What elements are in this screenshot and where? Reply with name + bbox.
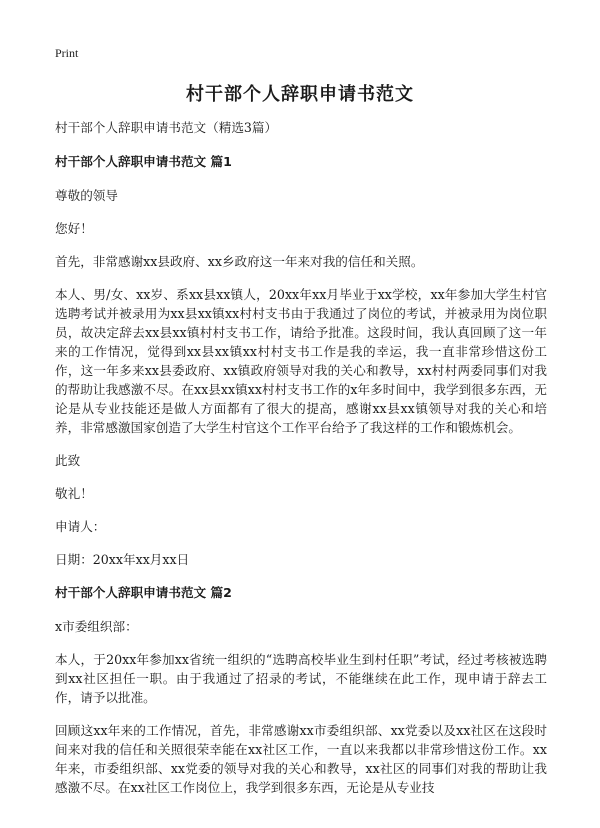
section1-salutation: 尊敬的领导 [55,188,118,203]
section1-heading: 村干部个人辞职申请书范文 篇1 [55,154,232,169]
section1-closing-1: 此致 [55,453,81,468]
section2-paragraph-2: 回顾这xx年来的工作情况，首先，非常感谢xx市委组织部、xx党委以及xx社区在这段时间来对我的信任和关照很荣幸能在xx社区工作，一直以来我都以非常珍惜这份工作。xx年来，市委组织部、xx党委的领导对我的关心和教导，xx社区的同事们对我的帮助让我感激不尽。在xx社区工作岗位上，我学到很多东西，无论是从专业技 [55,723,547,795]
section2-heading: 村干部个人辞职申请书范文 篇2 [55,585,232,600]
section2-paragraph-1: 本人，于20xx年参加xx省统一组织的“选聘高校毕业生到村任职”考试，经过考核被选聘到xx社区担任一职。由于我通过了招录的考试，不能继续在此工作，现申请于辞去工作，请予以批准。 [55,652,547,705]
section1-paragraph-1: 首先，非常感谢xx县政府、xx乡政府这一年来对我的信任和关照。 [55,254,424,269]
print-label: Print [55,46,79,60]
document-subtitle: 村干部个人辞职申请书范文（精选3篇） [55,120,278,135]
document-body [55,118,547,811]
section1-applicant: 申请人： [55,519,106,534]
section1-closing-2: 敬礼！ [55,486,93,501]
section1-greeting: 您好！ [55,221,93,236]
section2-salutation: x市委组织部： [55,619,138,634]
document-title: 村干部个人辞职申请书范文 [186,84,414,105]
section1-paragraph-2: 本人、男/女、xx岁、系xx县xx镇人，20xx年xx月毕业于xx学校，xx年参加大学生村官选聘考试并被录用为xx县xx镇xx村村支书由于我通过了岗位的考试，并被录用为岗位职员，故决定辞去xx县xx镇村村支书工作，请给予批准。这段时间，我认真回顾了这一年来的工作情况，觉得到xx县xx镇xx村村支书工作是我的幸运，我一直非常珍惜这份工作，这一年多来xx县委政府、xx镇政府领导对我的关心和教导，xx村村两委同事们对我的帮助让我感激不尽。在xx县xx镇xx村村支书工作的x年多时间中，我学到很多东西，无论是从专业技能还是做人方面都有了很大的提高，感谢xx县xx镇领导对我的关心和培养，非常感激国家创造了大学生村官这个工作平台给予了我这样的工作和锻炼机会。 [55,287,547,435]
section1-date: 日期：20xx年xx月xx日 [55,552,190,567]
